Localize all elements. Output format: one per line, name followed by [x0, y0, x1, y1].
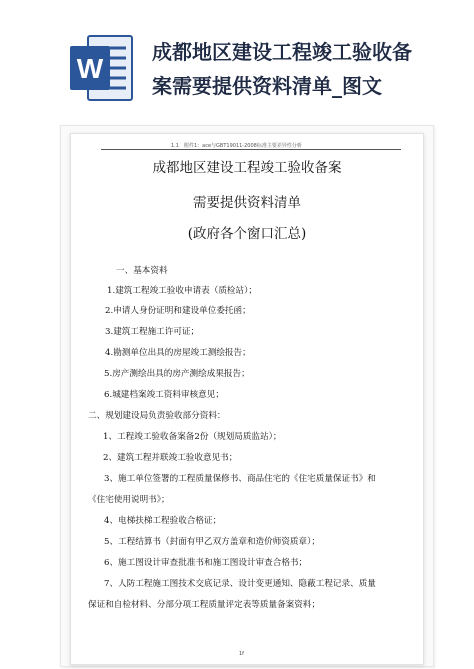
list-item-continuation: 《住宅使用说明书》；: [88, 495, 170, 505]
list-item: 2、建筑工程并联竣工验收意见书；: [103, 453, 238, 463]
banner-title-line-2: 案需要提供资料清单_图文: [152, 74, 382, 98]
doc-title-line-2: 需要提供资料清单: [193, 195, 301, 211]
svg-text:W: W: [76, 53, 104, 84]
list-item: 7、人防工程施工图技术交底记录、设计变更通知、隐蔽工程记录、质量: [104, 579, 376, 589]
section-heading-basic: 一、基本资料: [116, 266, 168, 276]
page-number: 1f: [239, 651, 244, 657]
section-heading-planning: 二、规划建设局负责验收部分资料：: [88, 411, 226, 421]
list-item: 6.城建档案竣工资料审核意见；: [104, 390, 224, 400]
list-item: 2.申请人身份证明和建设单位委托函；: [105, 306, 251, 316]
banner: [0, 0, 474, 125]
list-item: 1、工程竣工验收备案备2份（规划局质监站）；: [103, 432, 282, 442]
list-item: 3、施工单位签署的工程质量保修书、商品住宅的《住宅质量保证书》和: [104, 474, 376, 484]
list-item-continuation: 保证和自检材料、分部分项工程质量评定表等质量备案资料；: [88, 600, 321, 610]
list-item: 6、施工图设计审查批准书和施工图设计审查合格书；: [104, 558, 308, 568]
doc-title-line-1: 成都地区建设工程竣工验收备案: [152, 160, 342, 176]
header-rule: [101, 149, 401, 150]
list-item: 5、工程结算书（封面有甲乙双方盖章和造价师资质章）；: [104, 537, 321, 547]
doc-title-line-3: (政府各个窗口汇总): [187, 226, 307, 242]
list-item: 3.建筑工程施工许可证；: [105, 327, 200, 337]
page-header-note: 1.1 附件1：ace与GBT19011-2008标准主要差异性分析: [171, 143, 302, 149]
list-item: 4.勘测单位出具的房屋竣工测绘报告；: [105, 348, 251, 358]
word-doc-icon: [70, 34, 134, 104]
list-item: 4、电梯扶梯工程验收合格证；: [104, 516, 222, 526]
banner-title-line-1: 成都地区建设工程竣工验收备: [152, 40, 412, 64]
list-item: 5.房产测绘出具的房产测绘成果报告；: [104, 369, 250, 379]
list-item: 1.建筑工程竣工验收申请表（质检站）；: [107, 286, 257, 296]
document-page: [70, 133, 424, 665]
